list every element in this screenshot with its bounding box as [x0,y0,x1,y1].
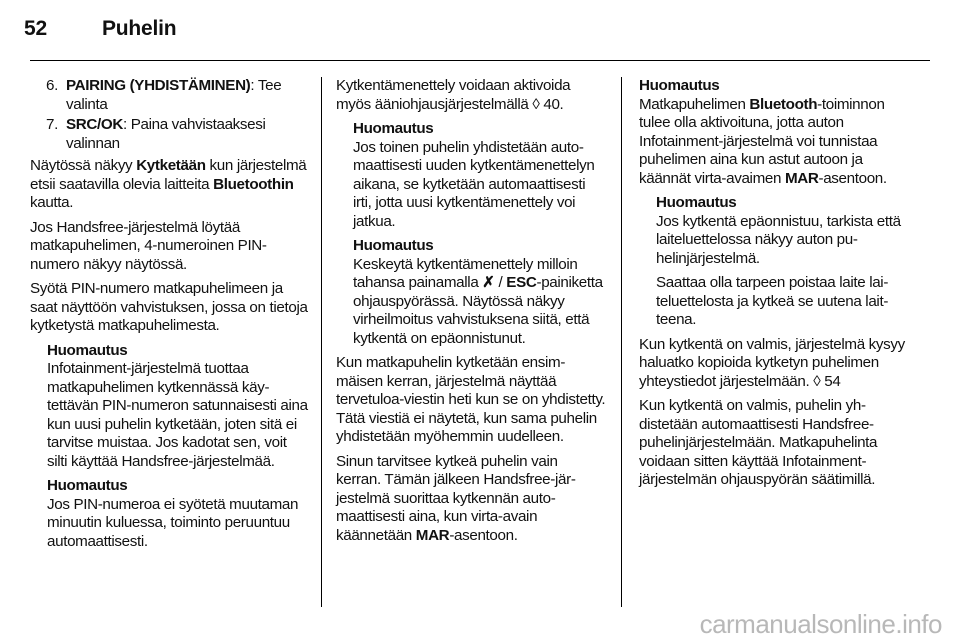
note-text: Infotainment-järjestelmä tuottaa matkapuhelimen kytkennässä käytettävän PIN-numeron satunnaisesti aina kun uusi puhelin kytketään, joten sitä ei tarvitse muistaa. Jos kadotat sen, voit silti käyttää Handsfree-järjestelmää. [47,360,308,470]
paragraph: Näytössä näkyy Kytketään kun järjestelmä etsii saatavilla olevia laitteita Bluetoothin kautta. [30,157,307,211]
note-text: Saattaa olla tarpeen poistaa laite laiteluettelosta ja kytkeä se uutena laitteena. [656,274,889,328]
list-bold: SRC/OK [66,116,123,133]
note-heading: Huomautus [656,194,737,211]
note [656,194,909,330]
note [353,120,606,231]
paragraph: Kun matkapuhelin kytketään ensimmäisen kerran, järjestelmä näyttää tervetuloa-viestin heti kun se on yhdistetty. Tätä viestiä ei näytetä, kun sama puhelin yhdistetään myöhemmin uudelleen. [336,354,606,445]
paragraph: Kytkentämenettely voidaan aktivoida myös ääniohjausjärjestelmällä ◊ 40. [336,77,571,113]
note [353,237,606,348]
page-title: Puhelin [102,17,177,40]
column-1 [30,77,308,557]
note [639,77,909,188]
note-heading: Huomautus [639,77,720,94]
page-number: 52 [24,17,47,40]
paragraph: Sinun tarvitsee kytkeä puhelin vain kerran. Tämän jälkeen Handsfree-järjestelmä suorittaa kytkennän automaattisesti aina, kun virta-avain käännetään MAR-asentoon. [336,452,576,544]
steps-list [30,77,308,153]
note-heading: Huomautus [47,341,128,359]
note-text: Jos PIN-numeroa ei syötetä muutaman minuutin kuluessa, toiminto peruuntuu automaattisesti. [47,495,299,550]
list-item [30,77,308,114]
page-header [24,17,176,41]
paragraph: Kun kytkentä on valmis, puhelin yhdistetään automaattisesti Handsfree-puhelinjärjestelmään. Matkapuhelinta voidaan sitten käyttää Infotainment-järjestelmän ohjauspyörän säätimillä. [639,397,878,488]
column-3 [639,77,909,496]
paragraph: Syötä PIN-numero matkapuhelimeen ja saat näyttöön vahvistuksen, jossa on tietoja kytketystä matkapuhelimesta. [30,280,308,334]
note [47,342,308,472]
header-rule [30,60,930,61]
list-text: : Tee valinta [66,77,282,113]
list-number: 6. [46,77,58,94]
note-text: Matkapuhelimen Bluetooth-toiminnon tulee olla aktivoituna, jotta auton Infotainment-järjestelmä voi tunnistaa puhelimen aina kun astut autoon ja käännät virta-avaimen MAR-asentoon. [639,95,887,187]
watermark: carmanualsonline.info [699,609,942,639]
note-heading: Huomautus [353,120,434,137]
note-heading: Huomautus [353,237,434,254]
end-call-icon: ✗ [482,274,495,291]
note-heading: Huomautus [47,477,128,494]
list-text: : Paina vahvistaaksesi valinnan [66,116,266,152]
column-divider-1 [321,77,322,607]
note-text: Jos kytkentä epäonnistuu, tarkista että laiteluettelossa näkyy auton puhelinjärjestelmä. [656,212,901,267]
note-text: Jos toinen puhelin yhdistetään automaattisesti uuden kytkentämenettelyn aikana, se kytketään automaattisesti irti, jotta uusi kytkentämenettely voi jatkua. [353,138,595,230]
paragraph: Jos Handsfree-järjestelmä löytää matkapuhelimen, 4-numeroinen PIN-numero näkyy näytössä. [30,218,267,273]
column-divider-2 [621,77,622,607]
list-item [30,116,308,153]
column-2 [336,77,606,551]
list-bold: PAIRING (YHDISTÄMINEN) [66,77,251,94]
list-number: 7. [46,116,58,133]
note-text: Keskeytä kytkentämenettely milloin tahansa painamalla ✗ / ESC-painiketta ohjauspyörässä. Näytössä näkyy virheilmoitus vahvistuksena siitä, että kytkentä on epäonnistunut. [353,255,603,347]
paragraph: Kun kytkentä on valmis, järjestelmä kysyy haluatko kopioida kytketyn puhelimen yhteystiedot järjestelmään. ◊ 54 [639,335,905,390]
note [47,477,308,551]
